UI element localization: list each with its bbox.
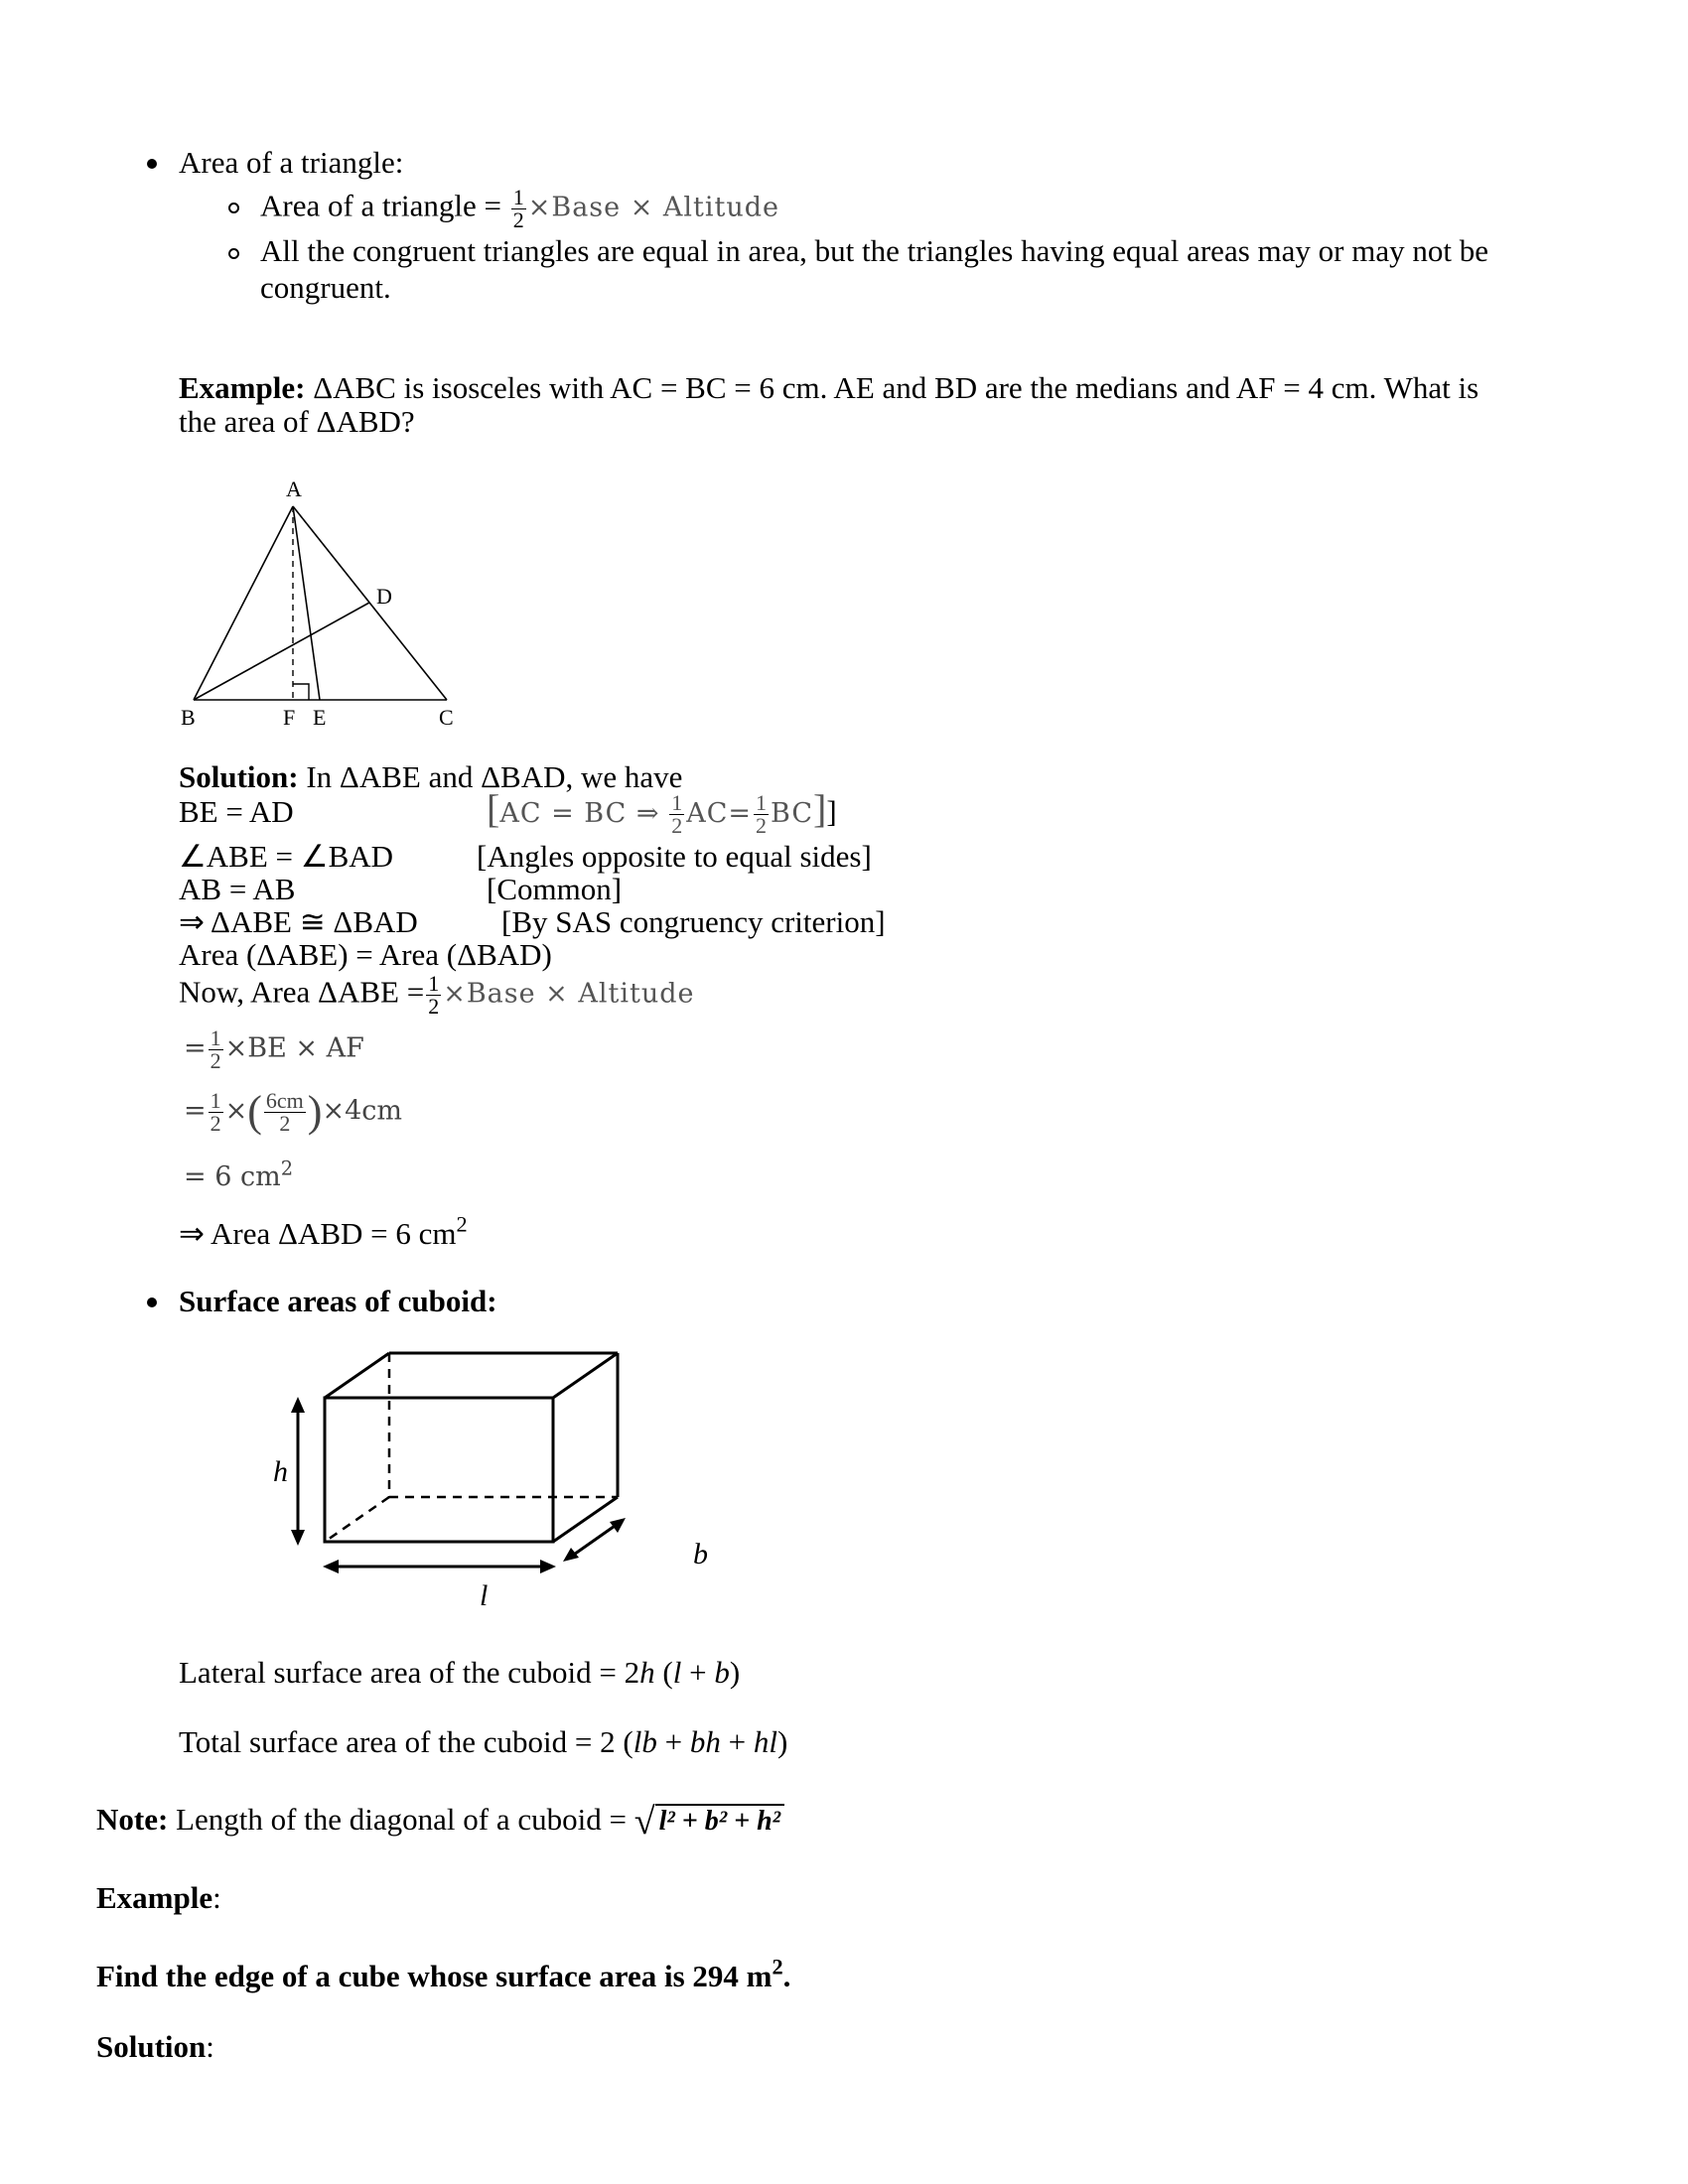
label-B: B: [181, 705, 196, 730]
example2-label: Example:: [96, 1880, 221, 1915]
cuboid-edge: [553, 1497, 618, 1542]
breadth-arrow: [571, 1524, 618, 1557]
step1: = $\frac{1}{2}$ ×BE × AF: [184, 1025, 364, 1073]
note-diagonal: Note: Length of the diagonal of a cuboid = √ l² + b² + h²: [96, 1801, 784, 1844]
bullet-circle: [228, 248, 239, 259]
radicand: l² + b² + h²: [655, 1804, 784, 1837]
right-angle-mark: [293, 684, 309, 700]
cuboid-front-face: [325, 1398, 553, 1542]
row6-formula: Now, Area ΔABE = $\frac{1}{2}$ ×Base × Altitude: [179, 971, 695, 1019]
cuboid-edge: [325, 1353, 389, 1398]
example1-line2: the area of ΔABD?: [179, 404, 415, 439]
solution-label: Solution:: [179, 759, 299, 794]
half-fraction: $\frac{1}{2}$: [512, 185, 524, 232]
row4-reason: [By SAS congruency criterion]: [501, 904, 886, 939]
row2-left: ∠ABE = ∠BAD: [179, 839, 394, 874]
label-D: D: [376, 584, 392, 609]
row1-left: BE = AD: [179, 794, 294, 829]
label-l: l: [480, 1579, 489, 1612]
lateral-surface-area: Lateral surface area of the cuboid = 2h (l + b): [179, 1655, 741, 1690]
triangle-figure: [169, 467, 477, 735]
formula-prefix: Area of a triangle =: [260, 188, 501, 223]
congruent-note-line2: congruent.: [260, 270, 391, 305]
example1-text: ΔABC is isosceles with AC = BC = 6 cm. AE and BD are the medians and AF = 4 cm. What is: [305, 370, 1479, 405]
label-A: A: [286, 477, 302, 501]
label-C: C: [439, 705, 454, 730]
triangle-area-formula: [260, 187, 779, 231]
bullet-circle: [228, 203, 239, 213]
bullet-disc: [147, 159, 157, 169]
solution1-result: ⇒ Area ΔABD = 6 $cm^2$: [179, 1211, 468, 1251]
side-AB: [194, 506, 293, 700]
row3-left: AB = AB: [179, 872, 296, 906]
row2-reason: [Angles opposite to equal sides]: [477, 839, 872, 874]
bullet-disc: [147, 1297, 157, 1307]
note-label: Note:: [96, 1802, 169, 1837]
cuboid-figure: [268, 1345, 735, 1613]
congruent-note-line1: All the congruent triangles are equal in area, but the triangles having equal areas may or may not be: [260, 233, 1488, 268]
row5: Area (ΔABE) = Area (ΔBAD): [179, 937, 552, 972]
cuboid-edge: [553, 1353, 618, 1398]
median-BD: [194, 603, 369, 700]
row4-left: ⇒ ΔABE ≅ ΔBAD: [179, 904, 418, 939]
label-E: E: [313, 705, 327, 730]
example1-line1: [179, 370, 1478, 406]
section-heading-cuboid: Surface areas of cuboid:: [179, 1284, 497, 1318]
section-heading-triangle: Area of a triangle:: [179, 145, 404, 180]
row3-reason: [Common]: [487, 872, 623, 906]
label-b: b: [693, 1538, 708, 1570]
example-label: Example:: [179, 370, 306, 405]
example2-solution-label: Solution:: [96, 2029, 214, 2064]
step3: = 6 $cm^2$: [184, 1157, 294, 1192]
label-F: F: [283, 705, 296, 730]
hidden-edge: [325, 1497, 389, 1542]
solution1-intro: Solution: In ΔABE and ΔBAD, we have: [179, 759, 683, 794]
total-surface-area: Total surface area of the cuboid = 2 (lb + bh + hl): [179, 1724, 788, 1759]
label-h: h: [273, 1455, 288, 1488]
step2: = $\frac{1}{2}$ ×( $\frac{6cm}{2}$ )×4cm: [184, 1087, 402, 1136]
example2-question: Find the edge of a cube whose surface area is 294 $m^2$.: [96, 1954, 791, 1993]
row1-reason: [AC = BC ⇒ $\frac{1}{2}$ AC= $\frac{1}{2}$ BC]]: [487, 786, 837, 839]
formula-rest: ×Base × Altitude: [527, 192, 780, 223]
